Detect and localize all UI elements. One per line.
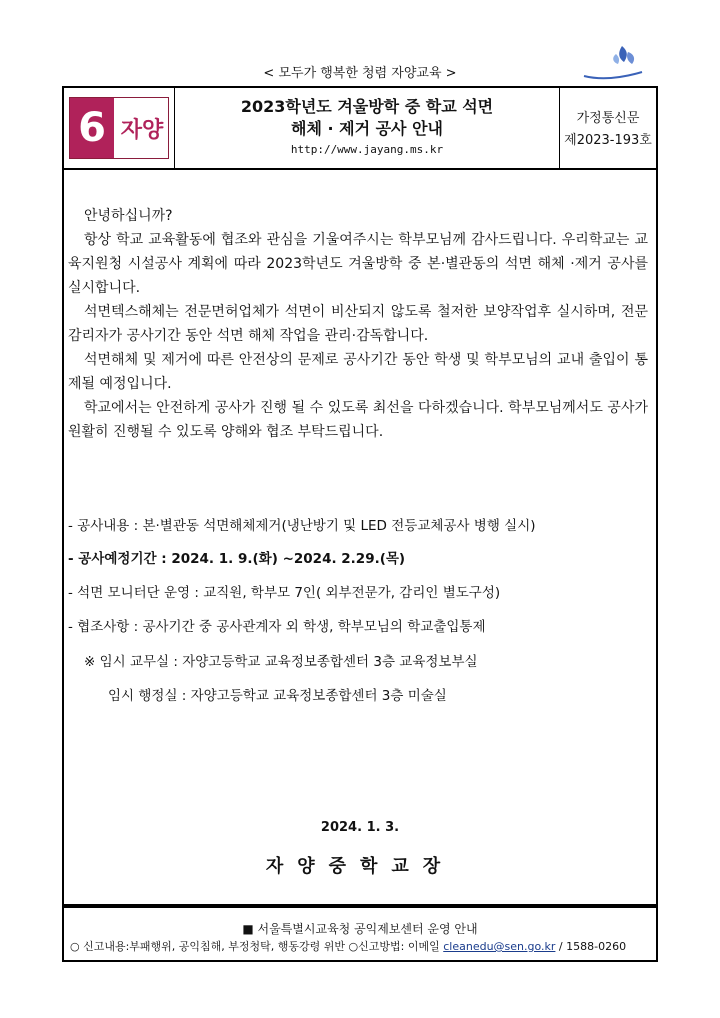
document-header — [62, 86, 658, 170]
paragraph-4 — [68, 396, 648, 444]
detail-cooperation: - 협조사항 : 공사기간 중 공사관계자 외 학생, 학부모님의 학교출입통제 — [68, 619, 486, 635]
paragraph-2-text: 석면텍스해체는 전문면허업체가 석면이 비산되지 않도록 철저한 보양작업후 실시하며, 전문 감리자가 공사기간 동안 석면 해체 작업을 관리·감독합니다. — [68, 304, 648, 344]
paragraph-2 — [68, 300, 648, 348]
detail-temp-admin: 임시 행정실 : 자양고등학교 교육정보종합센터 3층 미술실 — [108, 688, 447, 704]
logo-cell — [64, 88, 175, 168]
detail-period: - 공사예정기간 : 2024. 1. 9.(화) ~2024. 2.29.(목) — [68, 551, 406, 567]
paragraph-3 — [68, 348, 648, 396]
paragraph-4-text: 학교에서는 안전하게 공사가 진행 될 수 있도록 최선을 다하겠습니다. 학부모님께서도 공사가 원활히 진행될 수 있도록 양해와 협조 부탁드립니다. — [68, 400, 648, 440]
footer-title: ■ 서울특별시교육청 공익제보센터 운영 안내 — [242, 922, 478, 936]
principal-signature: 자양중학교장 — [265, 856, 455, 877]
title-line-1: 2023학년도 겨울방학 중 학교 석면 — [240, 97, 494, 116]
footer-phone: / 1588-0260 — [555, 940, 627, 953]
detail-construction: - 공사내용 : 본·별관동 석면해체제거(냉난방기 및 LED 전등교체공사 병행 실시) — [68, 518, 536, 534]
motto: < 모두가 행복한 청렴 자양교육 > — [263, 66, 457, 81]
title-cell — [175, 88, 560, 168]
paragraph-1-text: 항상 학교 교육활동에 협조와 관심을 기울여주시는 학부모님께 감사드립니다. 우리학교는 교육지원청 시설공사 계획에 따라 2023학년도 겨울방학 중 본·별관동의 석면 해체 ·제거 공사를 실시합니다. — [68, 232, 648, 296]
detail-temp-office: ※ 임시 교무실 : 자양고등학교 교육정보종합센터 3층 교육정보부실 — [84, 654, 478, 670]
letter-body — [68, 204, 648, 444]
logo-text: 자양 — [120, 117, 164, 143]
footer-report-info — [70, 938, 626, 954]
paragraph-1 — [68, 228, 648, 300]
detail-monitoring: - 석면 모니터단 운영 : 교직원, 학부모 7인( 외부전문가, 감리인 별도구성) — [68, 585, 501, 601]
cheongryeom-logo — [578, 42, 648, 82]
school-logo — [69, 97, 169, 159]
issue-date: 2024. 1. 3. — [320, 820, 400, 835]
info-cell — [560, 88, 656, 168]
logo-number: 6 — [70, 98, 114, 158]
paragraph-3-text: 석면해체 및 제거에 따른 안전상의 문제로 공사기간 동안 학생 및 학부모님의 교내 출입이 통제될 예정입니다. — [68, 352, 648, 392]
report-email-link[interactable]: cleanedu@sen.go.kr — [443, 940, 556, 953]
greeting: 안녕하십니까? — [84, 208, 173, 224]
footer-notice — [62, 906, 658, 962]
doc-number: 제2023-193호 — [564, 133, 652, 148]
school-url[interactable]: http://www.jayang.ms.kr — [290, 143, 444, 156]
title-line-2: 해체 · 제거 공사 안내 — [290, 119, 443, 138]
doc-type: 가정통신문 — [576, 111, 640, 126]
footer-report-text: ○ 신고내용:부패행위, 공익침해, 부정청탁, 행동강령 위반 ○신고방법: 이메일 — [70, 940, 444, 953]
